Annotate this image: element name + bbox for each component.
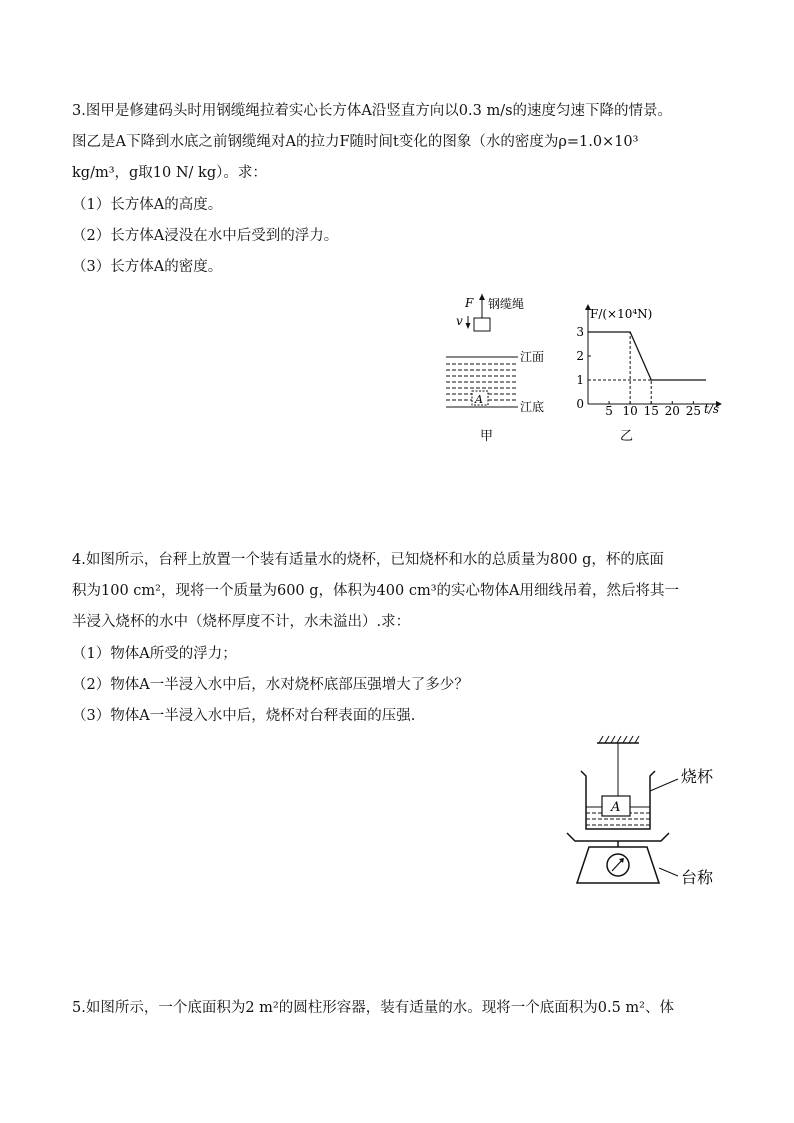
velocity-label: v — [456, 314, 463, 328]
y-tick-label: 1 — [576, 373, 584, 387]
surface-label: 江面 — [520, 350, 545, 364]
q4-stem-line1: 4.如图所示，台秤上放置一个装有适量水的烧杯，已知烧杯和水的总质量为800 g，杯的底面 — [72, 552, 664, 568]
y-tick-label: 3 — [576, 325, 584, 339]
figure-yi-chart — [570, 300, 730, 450]
q4-part-3: （3）物体A一半浸入水中后，烧杯对台秤表面的压强. — [72, 708, 416, 724]
q4-part-2: （2）物体A一半浸入水中后，水对烧杯底部压强增大了多少？ — [72, 677, 469, 693]
chart-series — [588, 332, 706, 380]
rope-label: 钢缆绳 — [488, 297, 525, 311]
q3-stem-line3: kg/m³，g取10 N/ kg）。求： — [72, 165, 267, 181]
scale-pan — [567, 833, 669, 841]
x-tick-label: 20 — [664, 404, 680, 418]
series-line — [588, 332, 706, 380]
q3-part-1: （1）长方体A的高度。 — [72, 197, 223, 213]
q4-stem-line2: 积为100 cm²，现将一个质量为600 g，体积为400 cm³的实心物体A用细线吊着，然后将其一 — [72, 583, 679, 599]
bottom-label: 江底 — [520, 400, 545, 414]
force-arrow — [479, 294, 485, 300]
chart-xlabel: t/s — [704, 402, 720, 416]
q3-stem-line1: 3.图甲是修建码头时用钢缆绳拉着实心长方体A沿竖直方向以0.3 m/s的速度匀速下降的情景。 — [72, 103, 673, 119]
figure-beaker-scale — [555, 735, 735, 895]
y-tick-label: 2 — [576, 349, 584, 363]
ceiling-hatch — [599, 736, 639, 743]
q3-part-3: （3）长方体A的密度。 — [72, 259, 223, 275]
chart-ylabel: F/(×10⁴N) — [590, 307, 653, 321]
x-tick-label: 10 — [622, 404, 638, 418]
chart-guides — [588, 332, 651, 404]
block-top — [474, 318, 490, 331]
q4-part-1: （1）物体A所受的浮力； — [72, 646, 237, 662]
q3-stem-line2: 图乙是A下降到水底之前钢缆绳对A的拉力F随时间t变化的图象（水的密度为ρ=1.0×10³ — [72, 134, 639, 150]
block-a-label: A — [611, 800, 621, 815]
beaker-leader — [650, 779, 678, 791]
x-tick-label: 15 — [643, 404, 659, 418]
velocity-arrowhead — [466, 323, 471, 329]
beaker-label: 烧杯 — [681, 767, 714, 786]
q4-stem-line3: 半浸入烧杯的水中（烧杯厚度不计，水未溢出）.求： — [72, 614, 411, 630]
force-label: F — [465, 296, 474, 310]
scale-label: 台称 — [681, 868, 714, 887]
x-tick-label: 5 — [605, 404, 613, 418]
caption-jia: 甲 — [480, 429, 494, 444]
q3-part-2: （2）长方体A浸没在水中后受到的浮力。 — [72, 228, 339, 244]
y-tick-label: 0 — [576, 397, 584, 411]
scale-leader — [659, 868, 678, 876]
figure-jia — [440, 290, 560, 450]
caption-yi: 乙 — [620, 429, 634, 444]
block-label: A — [475, 393, 483, 406]
q5-stem-line1: 5.如图所示，一个底面积为2 m²的圆柱形容器，装有适量的水。现将一个底面积为0.5 m²、体 — [72, 1000, 674, 1016]
x-tick-label: 25 — [685, 404, 701, 418]
